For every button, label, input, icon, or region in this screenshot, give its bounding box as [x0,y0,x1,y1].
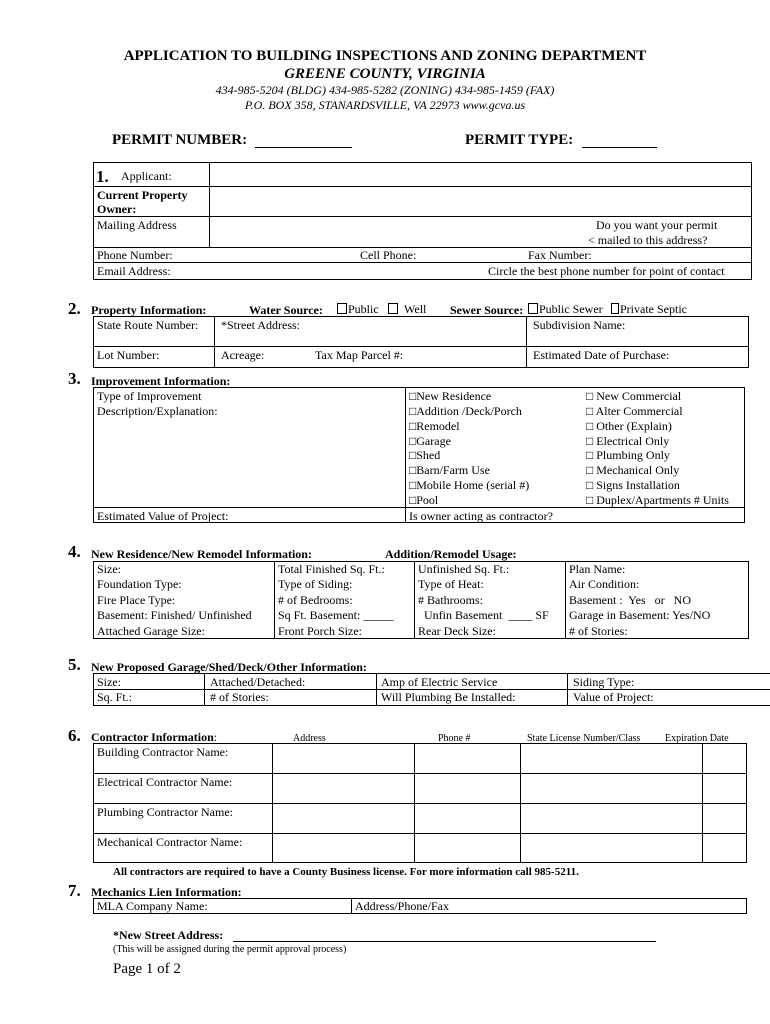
electric-amp-label: Amp of Electric Service [381,675,498,689]
unfinished-sqft-label: Unfinished Sq. Ft.: [418,562,510,576]
new-commercial-option[interactable]: □ New Commercial [586,389,682,403]
sewer-public-label: Public Sewer [539,302,603,316]
mechanics-lien-title: Mechanics Lien Information: [91,885,242,899]
addition-usage-title: Addition/Remodel Usage: [385,547,517,561]
basement-finished-label: Basement: Finished/ Unfinished [97,608,252,622]
siding-type-label: Type of Siding: [278,577,353,591]
shed-option[interactable]: □Shed [409,448,441,462]
sewer-septic-label: Private Septic [620,302,687,316]
improvement-title: Improvement Information: [91,374,231,388]
fax-number-label: Fax Number: [528,248,592,262]
cell-phone-label: Cell Phone: [360,248,417,262]
attached-detached-label: Attached/Detached: [210,675,306,689]
alter-commercial-option[interactable]: □ Alter Commercial [586,404,683,418]
header-phones: 434-985-5204 (BLDG) 434-985-5282 (ZONING) 434-985-1459 (FAX) [215,83,555,97]
basement-yes-no-label: Basement : Yes or NO [569,593,691,607]
res-size-label: Size: [97,562,121,576]
permit-number-label: PERMIT NUMBER: [112,132,248,148]
section-5-number: 5. [68,655,81,674]
garage-siding-label: Siding Type: [573,675,635,689]
tax-map-label: Tax Map Parcel #: [315,348,404,362]
heat-type-label: Type of Heat: [418,577,484,591]
mailing-address-label: Mailing Address [97,218,177,232]
permit-mail-question-1: Do you want your permit [596,218,718,232]
header-address: P.O. BOX 358, STANARDSVILLE, VA 22973 www.gcva.us [244,98,526,112]
air-condition-label: Air Condition: [569,577,640,591]
license-col-header: State License Number/Class [527,733,641,744]
email-address-label: Email Address: [97,264,171,278]
mla-company-label: MLA Company Name: [97,899,208,913]
water-well-option[interactable] [388,302,426,316]
basement-sqft-label: Sq Ft. Basement: _____ [278,608,394,622]
lot-number-label: Lot Number: [97,348,160,362]
expiration-col-header: Expiration Date [665,733,729,744]
contractor-title [91,730,217,744]
remodel-option[interactable]: □Remodel [409,419,460,433]
plumbing-only-option[interactable]: □ Plumbing Only [586,448,670,462]
purchase-date-label: Estimated Date of Purchase: [533,348,670,362]
new-street-address-field[interactable] [233,941,656,942]
electrical-only-option[interactable]: □ Electrical Only [586,434,670,448]
garage-value-label: Value of Project: [573,690,654,704]
garage-sqft-label: Sq. Ft.: [97,690,133,704]
section-6-number: 6. [68,726,81,745]
sewer-septic-option[interactable] [611,302,687,316]
street-address-label: *Street Address: [221,318,300,332]
applicant-label: Applicant: [121,169,172,183]
pool-option[interactable]: □Pool [409,493,439,507]
section-3-number: 3. [68,369,81,388]
form-title: APPLICATION TO BUILDING INSPECTIONS AND ZONING DEPARTMENT [123,48,647,64]
owner-label-1: Current Property [97,188,188,202]
unfin-basement-label: Unfin Basement ____ SF [418,608,549,622]
plan-name-label: Plan Name: [569,562,626,576]
water-public-label: Public [348,302,379,316]
property-info-title: Property Information: [91,303,207,317]
state-route-label: State Route Number: [97,318,199,332]
water-public-option[interactable] [337,302,379,316]
proposed-garage-title: New Proposed Garage/Shed/Deck/Other Information: [91,660,367,674]
section-2-number: 2. [68,299,81,318]
garage-option[interactable]: □Garage [409,434,451,448]
bedrooms-label: # of Bedrooms: [278,593,353,607]
best-phone-note: Circle the best phone number for point of contact [488,264,725,278]
barn-option[interactable]: □Barn/Farm Use [409,463,490,477]
section-1-number: 1. [96,167,109,186]
duplex-option[interactable]: □ Duplex/Apartments # Units [586,493,729,507]
checkbox-icon[interactable] [388,303,398,314]
permit-type-field[interactable] [582,147,657,148]
checkbox-icon[interactable] [611,303,619,314]
contractor-title-colon: : [213,730,218,744]
fireplace-type-label: Fire Place Type: [97,593,176,607]
mechanical-only-option[interactable]: □ Mechanical Only [586,463,680,477]
total-finished-label: Total Finished Sq. Ft.: [278,562,385,576]
new-residence-title: New Residence/New Remodel Information: [91,547,312,561]
signs-option[interactable]: □ Signs Installation [586,478,680,492]
lien-address-label: Address/Phone/Fax [355,899,449,913]
business-license-note: All contractors are required to have a County Business license. For more information call 985-5211. [113,866,579,878]
owner-label-2: Owner: [97,202,137,216]
bathrooms-label: # Bathrooms: [418,593,483,607]
stories-label: # of Stories: [569,624,628,638]
county-name: GREENE COUNTY, VIRGINIA [284,66,486,82]
phone-number-label: Phone Number: [97,248,173,262]
new-residence-option[interactable]: □New Residence [409,389,492,403]
sewer-source-label: Sewer Source: [450,303,524,317]
garage-stories-label: # of Stories: [210,690,269,704]
garage-size-label: Size: [97,675,121,689]
page-number: Page 1 of 2 [113,961,181,977]
plumbing-contractor-label: Plumbing Contractor Name: [97,805,233,819]
addition-option[interactable]: □Addition /Deck/Porch [409,404,522,418]
section-7-number: 7. [68,881,81,900]
address-col-header: Address [293,733,326,744]
owner-contractor-label: Is owner acting as contractor? [409,509,553,523]
checkbox-icon[interactable] [528,303,538,314]
assigned-note: (This will be assigned during the permit approval process) [113,944,347,955]
building-contractor-label: Building Contractor Name: [97,745,229,759]
garage-basement-label: Garage in Basement: Yes/NO [569,608,711,622]
plumbing-installed-label: Will Plumbing Be Installed: [381,690,516,704]
permit-type-label: PERMIT TYPE: [465,132,574,148]
permit-mail-question-2: < mailed to this address? [588,233,708,247]
other-option[interactable]: □ Other (Explain) [586,419,672,433]
front-porch-label: Front Porch Size: [278,624,362,638]
attached-garage-label: Attached Garage Size: [97,624,205,638]
description-label: Description/Explanation: [97,404,218,418]
sewer-public-option[interactable] [528,302,603,316]
subdivision-label: Subdivision Name: [533,318,626,332]
water-well-label: Well [404,302,427,316]
permit-number-field[interactable] [255,147,352,148]
electrical-contractor-label: Electrical Contractor Name: [97,775,233,789]
water-source-label: Water Source: [249,303,323,317]
rear-deck-label: Rear Deck Size: [418,624,496,638]
phone-col-header: Phone # [438,733,471,744]
checkbox-icon[interactable] [337,303,347,314]
estimated-value-label: Estimated Value of Project: [97,509,229,523]
mobile-home-option[interactable]: □Mobile Home (serial #) [409,478,530,492]
acreage-label: Acreage: [221,348,265,362]
contractor-title-text: Contractor Information [91,730,214,744]
new-street-address-label: *New Street Address: [113,928,224,942]
section-4-number: 4. [68,542,81,561]
improvement-type-label: Type of Improvement [97,389,202,403]
foundation-type-label: Foundation Type: [97,577,182,591]
mechanical-contractor-label: Mechanical Contractor Name: [97,835,243,849]
